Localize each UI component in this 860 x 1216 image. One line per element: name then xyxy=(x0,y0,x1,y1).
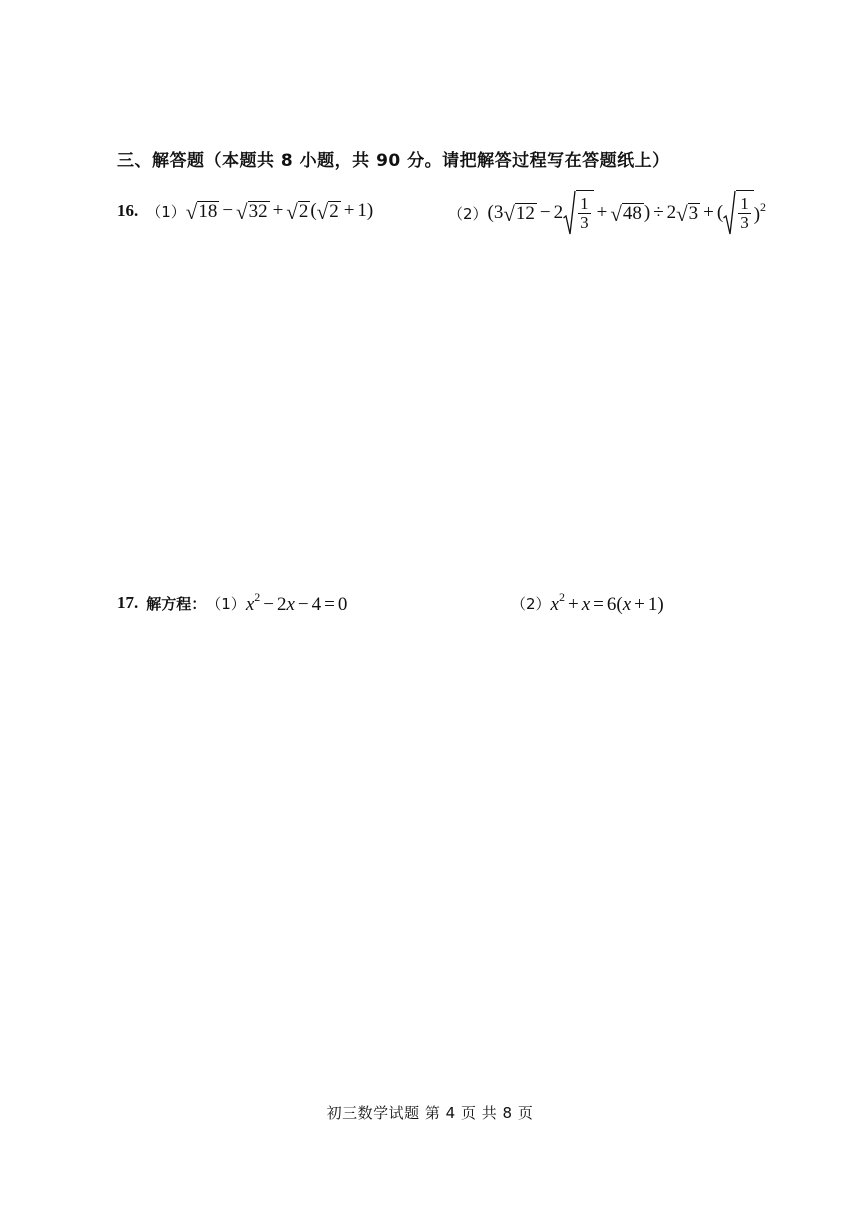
question-16-part-2 xyxy=(448,190,766,236)
question-17-prompt: 解方程： xyxy=(146,594,207,613)
section-title: 三、解答题（本题共 8 小题，共 90 分。请把解答过程写在答题纸上） xyxy=(117,151,670,171)
question-17-part-2 xyxy=(511,590,664,616)
question-16-part-1 xyxy=(117,200,373,222)
question-16-part-2-label: （2） xyxy=(448,204,488,223)
question-16-part-1-label: （1） xyxy=(146,202,186,221)
question-17-part-1 xyxy=(117,590,347,616)
question-16-part-1-expression: √ 18 − √ 32 + √ 2 ( √ 2 + 1) xyxy=(185,199,374,224)
question-16-part-2-expression: (3 √ 12 − 2 $\frac{1}{3}$ + √ 48 ) ÷ 2 √ 3 + ( $\frac{1}{3}$ )$^2$ xyxy=(488,190,767,236)
question-17-part-1-label: （1） xyxy=(206,594,246,613)
question-16-number: 16. xyxy=(117,201,139,220)
question-17-part-1-equation: $x^2 - 2x - 4 = 0$ xyxy=(245,590,348,615)
page-footer: 初三数学试题 第 4 页 共 8 页 xyxy=(326,1104,534,1122)
question-17-part-2-label: （2） xyxy=(511,594,551,613)
question-17-part-2-equation: $x^2 + x = 6(x + 1)$ xyxy=(550,590,664,615)
question-17-number: 17. xyxy=(117,593,139,612)
